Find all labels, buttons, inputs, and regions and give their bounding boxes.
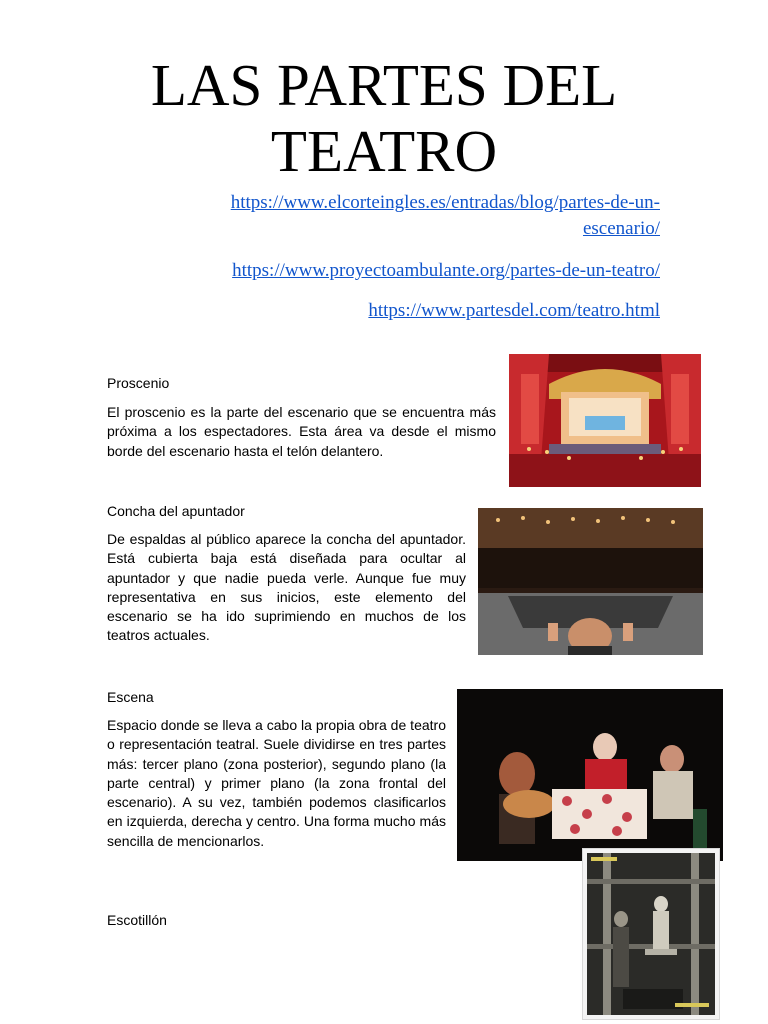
title-line-2: TEATRO (270, 118, 498, 184)
heading-proscenio: Proscenio (107, 375, 170, 391)
heading-escena: Escena (107, 689, 154, 705)
concha-photo (478, 508, 703, 655)
heading-escotillon: Escotillón (107, 912, 167, 928)
link-elcorteingles[interactable] (231, 190, 660, 242)
text-escena: Espacio donde se lleva a cabo la propia obra de teatro o representación teatral. Suele dividirse en tres partes más: tercer plano (zona posterior), segundo plano (la parte central) y primer plano (la zona frontal del escenario). A su vez, también podemos clasificarlos en izquierda, derecha y centro. Una forma mucho más sencilla de mencionarlos. (107, 717, 446, 849)
text-concha: De espaldas al público aparece la concha del apuntador. Está cubierta baja está diseñada para ocultar al apuntador y que nadie pueda verle. Aunque fue muy representativa en sus inicios, este elemento del escenario se ha ido suprimiendo en muchos de los teatros actuales. (107, 531, 466, 644)
link-elcorteingles-line-1: https://www.elcorteingles.es/entradas/blog/partes-de-un- (230, 192, 660, 213)
page-title (0, 52, 768, 184)
link-partesdel[interactable]: https://www.partesdel.com/teatro.html (368, 300, 660, 321)
text-proscenio: El proscenio es la parte del escenario que se encuentra más próxima a los espectadores. Esta área va desde el mismo borde del escenario hasta el telón delantero. (107, 404, 496, 459)
escotillon-photo (582, 848, 720, 1020)
link-elcorteingles-line-2: escenario/ (582, 218, 660, 239)
title-line-1: LAS PARTES DEL (150, 52, 618, 118)
escena-photo (457, 689, 723, 861)
link-proyectoambulante[interactable]: https://www.proyectoambulante.org/partes-de-un-teatro/ (232, 260, 660, 281)
heading-concha: Concha del apuntador (107, 503, 245, 519)
proscenio-photo (509, 354, 701, 487)
